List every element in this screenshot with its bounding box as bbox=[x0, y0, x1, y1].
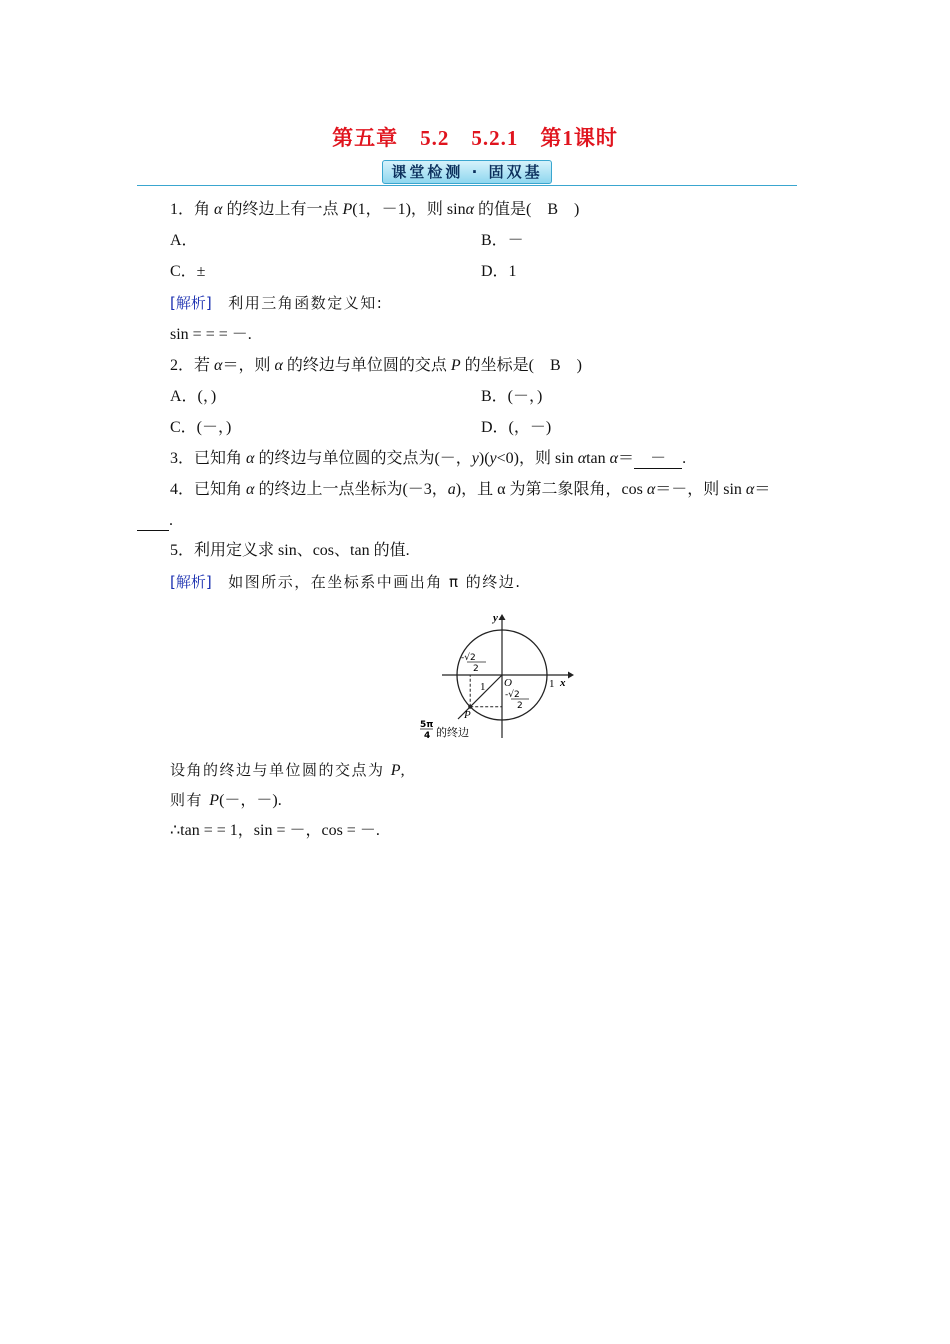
q2-alpha-2: α bbox=[274, 357, 283, 374]
q2-option-c: C．(－，) bbox=[170, 419, 232, 436]
question-4 bbox=[170, 480, 770, 500]
q1-number: 1． bbox=[170, 201, 195, 218]
section-banner: 课堂检测 · 固双基 bbox=[382, 160, 552, 184]
q3-text-5: tan bbox=[586, 450, 610, 467]
line2-text: 则有 bbox=[170, 791, 210, 809]
q3-y-2: y bbox=[489, 450, 497, 467]
q3-text-6: ＝ bbox=[618, 450, 635, 467]
y-axis-label: y bbox=[493, 612, 498, 624]
q4-end: . bbox=[169, 512, 174, 529]
x-axis-label: x bbox=[560, 677, 566, 689]
analysis-5-line-3: ∴tan = = 1，sin = －，cos = －. bbox=[170, 822, 380, 839]
q4-number: 4． bbox=[170, 481, 195, 498]
angle-num: 5π bbox=[420, 720, 434, 730]
q3-text-1: 已知角 bbox=[194, 450, 247, 467]
q2-point: P bbox=[450, 357, 461, 374]
q1-text-4: 的值是( B ) bbox=[473, 201, 580, 218]
q3-answer: － bbox=[634, 450, 683, 467]
q4-text-5: ＝ bbox=[754, 481, 771, 498]
q3-y: y bbox=[471, 450, 479, 467]
analysis-5-text: 如图所示，在坐标系中画出角 π 的终边. bbox=[211, 573, 522, 591]
angle-text: 的终边 bbox=[436, 726, 469, 739]
q1-option-c: C．± bbox=[170, 263, 206, 280]
q4-continuation bbox=[137, 511, 173, 531]
q5-text: 利用定义求 sin、cos、tan 的值. bbox=[194, 542, 410, 559]
analysis-5-line-1 bbox=[170, 760, 405, 781]
x-axis-arrow bbox=[568, 672, 574, 679]
q3-end: . bbox=[682, 450, 687, 467]
q3-text-2: 的终边与单位圆的交点为(－， bbox=[254, 450, 472, 467]
q2-option-d: D．(，－) bbox=[481, 419, 552, 436]
q2-text-2: ＝，则 bbox=[222, 357, 275, 374]
page-title: 第五章 5.2 5.2.1 第1课时 bbox=[332, 126, 618, 150]
q1-text-2: 的终边上有一点 bbox=[222, 201, 343, 218]
left-label-num: -√2 bbox=[461, 653, 476, 663]
q4-blank bbox=[137, 512, 169, 531]
analysis-1 bbox=[170, 293, 383, 314]
analysis-1-formula: sin = = = －. bbox=[170, 326, 252, 343]
q3-text-3: )( bbox=[478, 450, 490, 467]
left-label-den: 2 bbox=[473, 664, 479, 674]
x-unit-label: 1 bbox=[549, 678, 555, 690]
q4-text-3: )，且 α 为第二象限角，cos bbox=[455, 481, 647, 498]
analysis-5 bbox=[170, 572, 522, 593]
q2-number: 2． bbox=[170, 357, 195, 374]
line1-text: 设角的终边与单位圆的交点为 bbox=[170, 761, 391, 779]
q1-text-1: 角 bbox=[194, 201, 215, 218]
header-divider bbox=[137, 185, 797, 186]
analysis-1-text: 利用三角函数定义知: bbox=[211, 294, 384, 312]
q3-text-4: <0)，则 sin bbox=[496, 450, 578, 467]
q1-alpha: α bbox=[214, 201, 223, 218]
q1-text-3: (1，－1)，则 sin bbox=[352, 201, 466, 218]
radius-line bbox=[470, 675, 502, 707]
q3-number: 3． bbox=[170, 450, 195, 467]
radius-label: 1 bbox=[480, 681, 486, 693]
q1-option-a: A． bbox=[170, 232, 198, 249]
q2-text-3: 的终边与单位圆的交点 bbox=[282, 357, 451, 374]
q2-option-a: A．(，) bbox=[170, 388, 217, 405]
line2-coords: (－，－). bbox=[219, 792, 282, 809]
question-5 bbox=[170, 541, 410, 561]
q2-option-b: B．(－，) bbox=[481, 388, 543, 405]
q4-text-1: 已知角 bbox=[194, 481, 247, 498]
q4-alpha-3: α bbox=[745, 481, 755, 498]
q2-text-4: 的坐标是( B ) bbox=[460, 357, 582, 374]
low-label-num: -√2 bbox=[505, 690, 520, 700]
line1-end: , bbox=[400, 762, 405, 779]
q1-option-d: D．1 bbox=[481, 263, 517, 280]
y-axis-arrow bbox=[499, 614, 506, 620]
q1-point: P bbox=[342, 201, 353, 218]
q2-text-1: 若 bbox=[194, 357, 215, 374]
q3-alpha: α bbox=[246, 450, 255, 467]
analysis-tag-5: [解析] bbox=[170, 573, 212, 591]
q4-alpha: α bbox=[246, 481, 255, 498]
q2-alpha: α bbox=[214, 357, 223, 374]
q4-a: a bbox=[447, 481, 456, 498]
question-2 bbox=[170, 356, 582, 376]
point-p-label: P bbox=[464, 709, 471, 721]
angle-den: 4 bbox=[424, 731, 431, 741]
q4-text-4: ＝－，则 sin bbox=[655, 481, 746, 498]
q5-number: 5． bbox=[170, 542, 195, 559]
q4-text-2: 的终边上一点坐标为(－3， bbox=[254, 481, 448, 498]
q3-alpha-3: α bbox=[609, 450, 619, 467]
line1-point: P bbox=[390, 762, 401, 779]
q4-alpha-2: α bbox=[646, 481, 656, 498]
question-1 bbox=[170, 200, 579, 220]
low-label-den: 2 bbox=[517, 701, 523, 711]
analysis-5-line-2 bbox=[170, 790, 282, 811]
line2-point: P bbox=[209, 792, 220, 809]
unit-circle-figure bbox=[416, 606, 576, 744]
q1-option-b: B．－ bbox=[481, 232, 524, 249]
q3-alpha-2: α bbox=[577, 450, 587, 467]
analysis-tag: [解析] bbox=[170, 294, 212, 312]
question-3 bbox=[170, 449, 686, 469]
origin-label: O bbox=[504, 677, 512, 689]
q1-alpha-2: α bbox=[465, 201, 474, 218]
